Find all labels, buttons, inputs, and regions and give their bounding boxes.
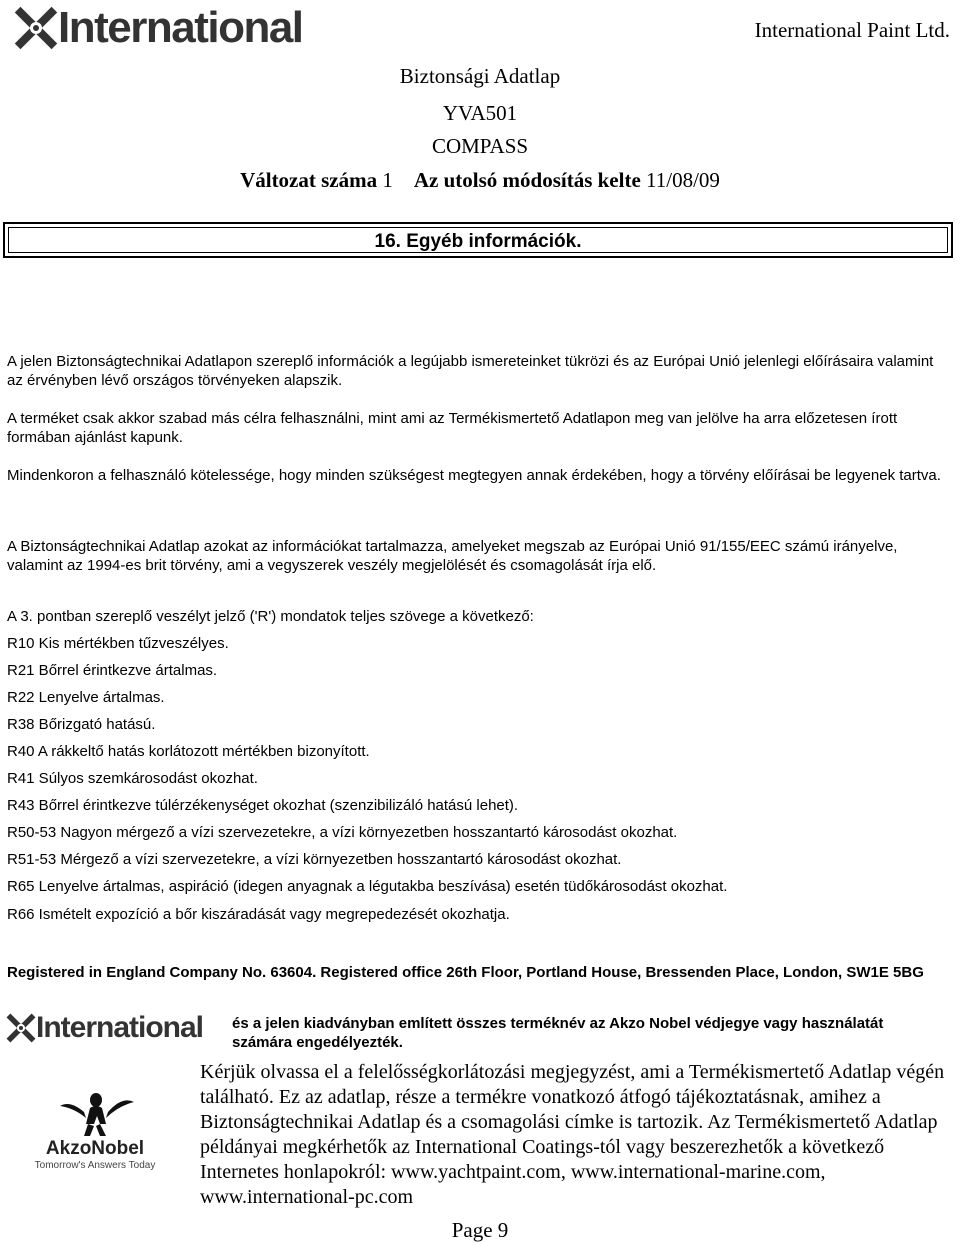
r-phrases-intro: A 3. pontban szereplő veszélyt jelző ('R') mondatok teljes szövege a következő:	[7, 608, 534, 625]
r-phrase: R40 A rákkeltő hatás korlátozott mértékben bizonyított.	[7, 743, 370, 760]
logo-wordmark: International	[36, 1011, 204, 1044]
page-number: Page 9	[451, 1218, 509, 1242]
r-phrase: R50-53 Nagyon mérgező a vízi szervezetekre, a vízi környezetben hosszantartó károsodást okozhat.	[7, 824, 678, 841]
r-phrase: R22 Lenyelve ártalmas.	[7, 689, 165, 706]
r-phrase: R66 Ismételt expozíció a bőr kiszáradását vagy megrepedezését okozhatja.	[7, 906, 510, 923]
paragraph: Mindenkoron a felhasználó kötelessége, hogy minden szükségest megtegyen annak érdekében, hogy a törvény előírásai be legyenek tartva.	[7, 467, 941, 484]
paragraph: A terméket csak akkor szabad más célra felhasználni, mint ami az Termékismertető Adatlapon meg van jelölve ha arra előzetesen írott formában ajánlást kapunk.	[7, 410, 898, 446]
modified-label: Az utolsó módosítás kelte	[413, 168, 641, 192]
product-code: YVA501	[442, 101, 518, 125]
section-title: 16. Egyéb információk.	[374, 231, 582, 252]
disclaimer: Kérjük olvassa el a felelősségkorlátozási megjegyzést, ami a Termékismertető Adatlap végén található. Ez az adatlap, része a termékre vonatkozó átfogó tájékoztatásnak, amihez a Biztonságtechnikai Adatlap és a csomagolási címke is tartozik. Az Termékismertető Adatlap példányai megkérhetők az International Coatings-tól vagy beszerezhetők a következő Internetes honlapokról: www.yachtpaint.com, www.international-marine.com, www.international-pc.com	[200, 1061, 945, 1208]
section-header-box	[3, 222, 953, 258]
product-name: COMPASS	[431, 134, 529, 158]
r-phrase: R51-53 Mérgező a vízi szervezetekre, a vízi környezetben hosszantartó károsodást okozhat.	[7, 851, 622, 868]
paragraph: A jelen Biztonságtechnikai Adatlapon szereplő információk a legújabb ismereteinket tükrözi és az Európai Unió jelenlegi előírásaira valamint az érvényben lévő országos törvényeken alapszik.	[7, 353, 934, 389]
r-phrase: R43 Bőrrel érintkezve túlérzékenységet okozhat (szenzibilizáló hatású lehet).	[7, 797, 519, 814]
international-logo-small	[6, 1012, 203, 1044]
version-line	[0, 168, 960, 193]
version-number: 1	[382, 168, 393, 192]
modified-date: 11/08/09	[646, 168, 720, 192]
akzonobel-logo	[30, 1090, 160, 1171]
r-phrase: R38 Bőrizgató hatású.	[7, 716, 156, 733]
x-emblem-icon	[14, 6, 58, 50]
r-phrase: R21 Bőrrel érintkezve ártalmas.	[7, 662, 218, 679]
r-phrase: R10 Kis mértékben tűzveszélyes.	[7, 635, 229, 652]
akzonobel-name: AkzoNobel	[45, 1138, 145, 1159]
r-phrase: R65 Lenyelve ártalmas, aspiráció (idegen anyagnak a légutakba beszívása) esetén tüdőkárosodást okozhat.	[7, 878, 728, 895]
akzonobel-tagline: Tomorrow's Answers Today	[34, 1160, 156, 1171]
akzonobel-figure-icon	[30, 1090, 160, 1138]
version-label: Változat száma	[240, 168, 378, 192]
registered-office: Registered in England Company No. 63604. Registered office 26th Floor, Portland House, Bressenden Place, London, SW1E 5BG	[7, 964, 924, 981]
x-emblem-icon	[6, 1013, 36, 1043]
r-phrase: R41 Súlyos szemkárosodást okozhat.	[7, 770, 258, 787]
paragraph: A Biztonságtechnikai Adatlap azokat az információkat tartalmazza, amelyeket megszab az Európai Unió 91/155/EEC számú irányelve, valamint az 1994-es brit törvény, ami a vegyszerek veszély megjelölését és csomagolását írja elő.	[7, 538, 898, 574]
company-name: International Paint Ltd.	[754, 18, 950, 42]
logo-wordmark: International	[58, 3, 303, 52]
trademark-notice: és a jelen kiadványban említett összes terméknév az Akzo Nobel védjegye vagy használatát számára engedélyezték.	[232, 1015, 884, 1051]
international-logo	[14, 3, 303, 52]
document-title: Biztonsági Adatlap	[399, 64, 561, 88]
